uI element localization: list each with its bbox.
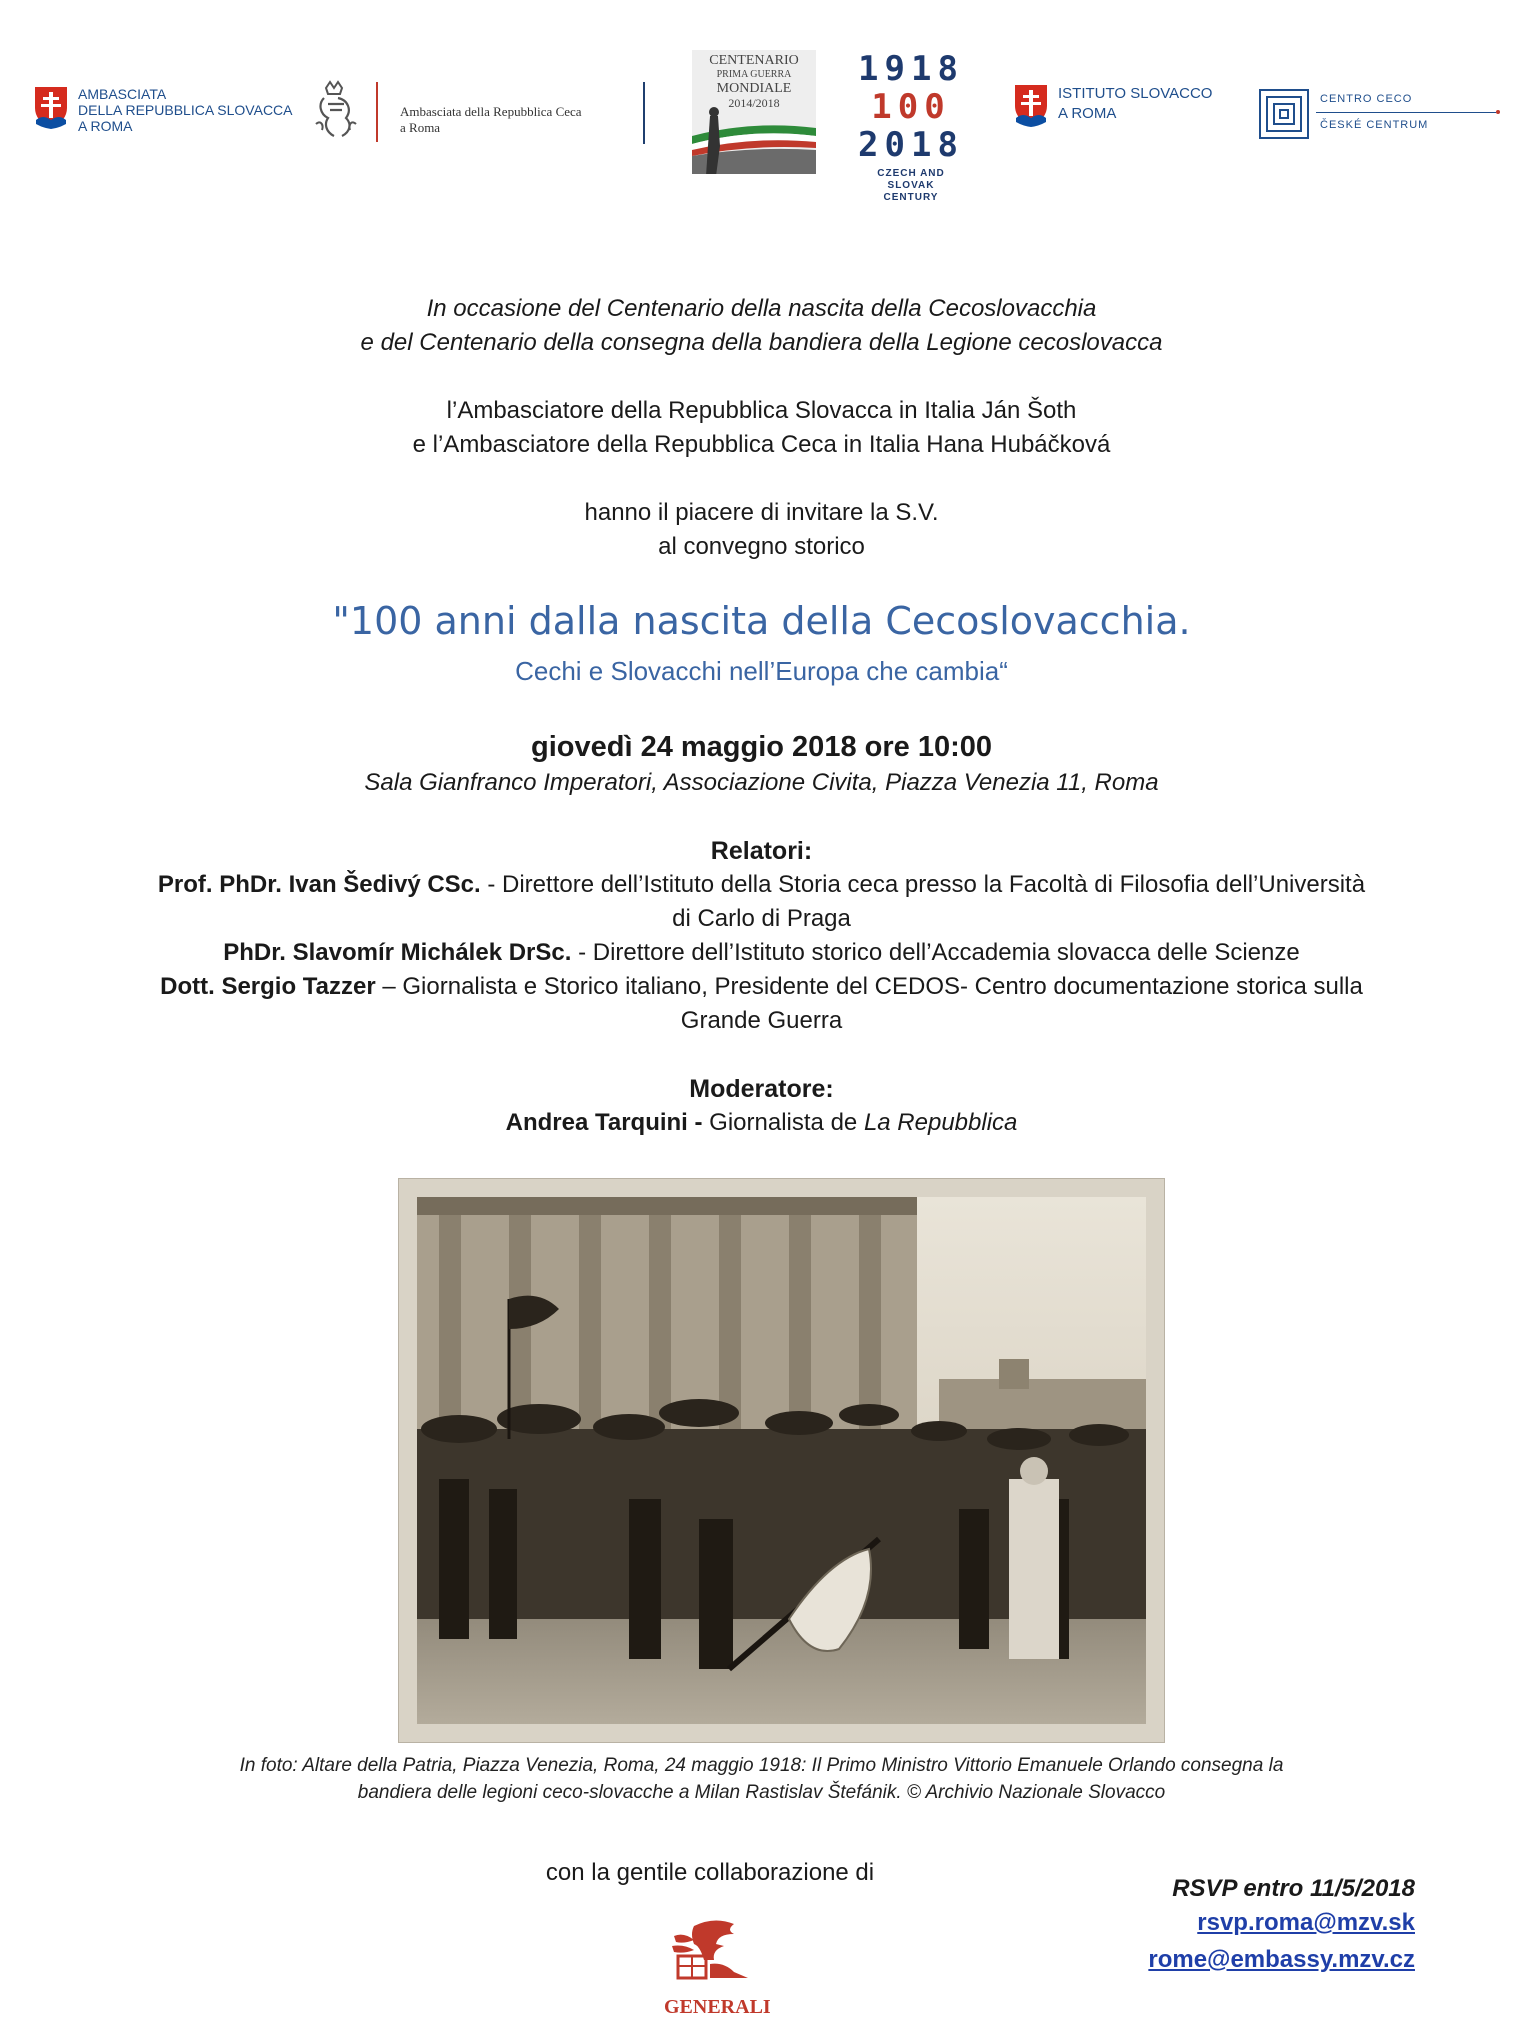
event-subtitle: Cechi e Slovacchi nell’Europa che cambia“: [515, 656, 1008, 686]
speaker-3: [0, 970, 1523, 1004]
hosts-line: e l’Ambasciatore della Repubblica Ceca in Italia Hana Hubáčková: [412, 431, 1111, 458]
czech-lion-icon: [308, 80, 364, 140]
logo-line: PRIMA GUERRA: [716, 69, 792, 80]
rsvp-email-cz[interactable]: rome@embassy.mzv.cz: [1148, 1946, 1415, 1973]
historic-photo: [398, 1178, 1165, 1743]
moderator-desc: Giornalista de: [702, 1109, 864, 1136]
winged-lion-icon: [664, 1916, 764, 1986]
speaker-name: PhDr. Slavomír Michálek DrSc.: [223, 939, 572, 966]
photo-caption: bandiera delle legioni ceco-slovacche a Milan Rastislav Štefánik. © Archivio Nazionale Slovacco: [357, 1782, 1166, 1803]
speaker-1-cont: di Carlo di Praga: [672, 905, 851, 932]
speaker-desc: - Direttore dell’Istituto della Storia ceca presso la Facoltà di Filosofia dell’Università: [480, 871, 1366, 898]
moderator-line: [0, 1106, 1523, 1140]
generali-logo: [664, 1916, 771, 2018]
event-date: giovedì 24 maggio 2018 ore 10:00: [531, 731, 992, 763]
logo-line: a Roma: [400, 120, 441, 135]
logo-slovak-institute: [1012, 80, 1212, 140]
logo-line: 2014/2018: [728, 96, 780, 110]
logo-line: ČESKÉ CENTRUM: [1320, 119, 1429, 131]
logo-line: ISTITUTO SLOVACCO: [1058, 85, 1213, 102]
logo-line: MONDIALE: [716, 81, 792, 96]
photo-crowd-illustration: [399, 1179, 1164, 1742]
logo-line: A ROMA: [1058, 105, 1117, 122]
logo-centenario: [692, 50, 816, 174]
speaker-name: Prof. PhDr. Ivan Šedivý CSc.: [157, 871, 481, 898]
slovak-coat-of-arms-icon: [1012, 82, 1050, 128]
photo-caption: In foto: Altare della Patria, Piazza Venezia, Roma, 24 maggio 1918: Il Primo Ministro Vittorio Emanuele Orlando consegna la: [239, 1755, 1284, 1776]
speakers-heading: Relatori:: [710, 837, 813, 865]
invite-line: hanno il piacere di invitare la S.V.: [584, 499, 939, 526]
generali-wordmark: GENERALI: [664, 1996, 771, 2018]
soldier-icon: [692, 106, 816, 174]
logo-czech-embassy: [308, 80, 648, 150]
logo-line: AMBASCIATA: [78, 86, 167, 102]
moderator-name: Andrea Tarquini -: [505, 1109, 703, 1136]
speaker-1: [0, 868, 1523, 902]
intro-line: e del Centenario della consegna della bandiera della Legione cecoslovacca: [360, 329, 1163, 356]
event-title: "100 anni dalla nascita della Cecoslovacchia.: [332, 599, 1191, 643]
moderator-paper: La Repubblica: [863, 1109, 1018, 1136]
collaboration-text: con la gentile collaborazione di: [545, 1859, 875, 1886]
event-venue: Sala Gianfranco Imperatori, Associazione Civita, Piazza Venezia 11, Roma: [364, 769, 1159, 796]
year-1918: 1918: [858, 49, 964, 89]
speaker-name: Dott. Sergio Tazzer: [160, 973, 376, 1000]
logo-line: CENTURY: [883, 192, 939, 203]
divider: [643, 82, 645, 144]
czech-centre-square-icon: [1258, 88, 1310, 140]
rsvp-email-sk[interactable]: rsvp.roma@mzv.sk: [1197, 1909, 1415, 1936]
speaker-2: [0, 936, 1523, 970]
logo-czech-slovak-century: [856, 49, 966, 203]
logo-slovak-embassy: [32, 80, 292, 140]
logo-line: A ROMA: [78, 118, 133, 134]
intro-line: In occasione del Centenario della nascita della Cecoslovacchia: [426, 295, 1097, 322]
rsvp-block: [1050, 1872, 1415, 1980]
year-100: 100: [871, 87, 951, 127]
logo-line: CENTRO CECO: [1320, 93, 1413, 105]
slovak-coat-of-arms-icon: [32, 84, 70, 130]
speaker-3-cont: Grande Guerra: [680, 1007, 843, 1034]
logo-czech-centre: [1258, 88, 1508, 140]
logo-line: CENTENARIO: [709, 53, 799, 68]
invite-line: al convegno storico: [658, 533, 865, 560]
speaker-desc: - Direttore dell’Istituto storico dell’Accademia slovacca delle Scienze: [571, 939, 1300, 966]
speaker-desc: – Giornalista e Storico italiano, Presidente del CEDOS- Centro documentazione storica sulla: [375, 973, 1363, 1000]
hosts-line: l’Ambasciatore della Repubblica Slovacca in Italia Ján Šoth: [446, 397, 1077, 424]
moderator-heading: Moderatore:: [689, 1075, 834, 1103]
divider: [376, 82, 378, 142]
rsvp-text: RSVP entro 11/5/2018: [1172, 1875, 1415, 1902]
year-2018: 2018: [858, 125, 964, 165]
logo-line: DELLA REPUBBLICA SLOVACCA: [78, 102, 293, 118]
logo-line: CZECH AND SLOVAK: [877, 168, 945, 191]
logo-line: Ambasciata della Repubblica Ceca: [400, 104, 582, 119]
